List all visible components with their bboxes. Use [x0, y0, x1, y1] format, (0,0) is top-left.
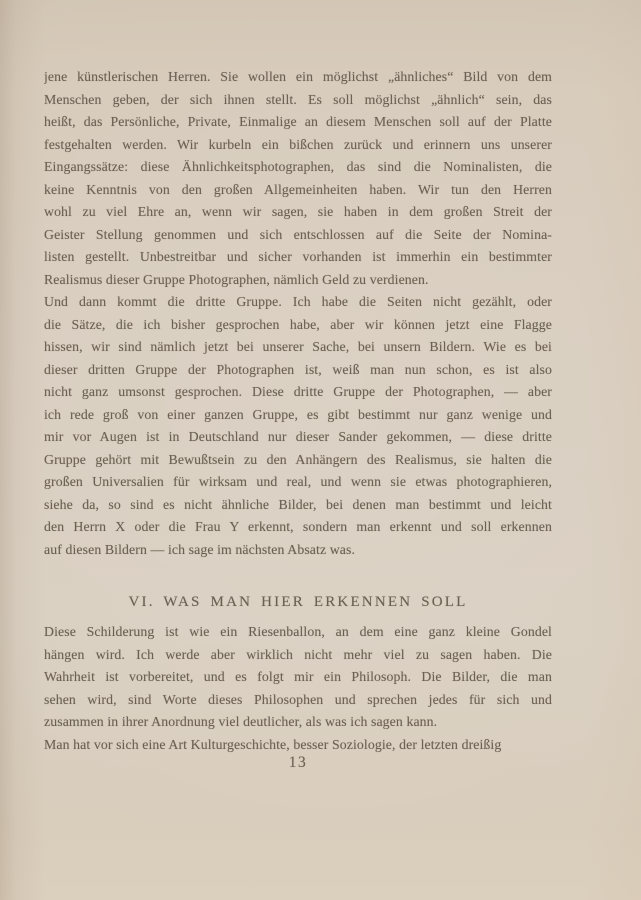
text-line: mir vor Augen ist in Deutschland nur dieser Sander gekommen, — diese dritte — [44, 429, 552, 444]
paragraph — [44, 291, 552, 561]
text-content — [44, 66, 552, 756]
text-line: siehe da, so sind es nicht ähnliche Bilder, bei denen man bestimmt und leicht — [44, 496, 552, 512]
page-number: 13 — [288, 754, 308, 771]
text-line: auf diesen Bildern — ich sage im nächsten Absatz was. — [44, 541, 356, 557]
text-line: dieser dritten Gruppe der Photographen ist, weiß man nun schon, es ist also — [44, 361, 552, 377]
section-heading: VI. WAS MAN HIER ERKENNEN SOLL — [128, 594, 468, 610]
text-line: ich rede groß von einer ganzen Gruppe, es gibt bestimmt nur ganz wenige und — [44, 406, 552, 422]
text-line: Gruppe gehört mit Bewußtsein zu den Anhängern des Realismus, sie halten die — [44, 451, 552, 467]
text-line: hissen, wir sind nämlich jetzt bei unserer Sache, bei unsern Bildern. Wie es bei — [44, 339, 552, 354]
text-line: Und dann kommt die dritte Gruppe. Ich habe die Seiten nicht gezählt, oder — [44, 294, 552, 309]
text-line: Eingangssätze: diese Ähnlichkeitsphotographen, das sind die Nominalisten, die — [44, 159, 552, 174]
text-line: die Sätze, die ich bisher gesprochen habe, aber wir können jetzt eine Flagge — [44, 316, 552, 332]
text-line: wohl zu viel Ehre an, wenn wir sagen, sie haben in dem großen Streit der — [44, 204, 552, 219]
text-line: jene künstlerischen Herren. Sie wollen ein möglichst „ähnliches“ Bild von dem — [44, 69, 552, 84]
text-line: den Herrn X oder die Frau Y erkennt, sondern man erkennt und soll erkennen — [44, 519, 552, 534]
text-line: großen Universalien für wirksam und real, und wenn sie etwas photographieren, — [44, 474, 552, 489]
paragraph — [44, 66, 552, 291]
text-line: hängen wird. Ich werde aber wirklich nicht mehr viel zu sagen haben. Die — [44, 646, 552, 662]
text-line: Wahrheit ist vorbereitet, und es folgt mir ein Philosoph. Die Bilder, die man — [44, 669, 552, 684]
text-line: Menschen geben, der sich ihnen stellt. Es soll möglichst „ähnlich“ sein, das — [44, 91, 552, 107]
text-line: festgehalten werden. Wir kurbeln ein bißchen zurück und erinnern uns unserer — [44, 136, 552, 152]
text-line: sehen wird, sind Worte dieses Philosophen und sprechen jedes für sich und — [44, 691, 552, 707]
text-line: Geister Stellung genommen und sich entschlossen auf die Seite der Nomina- — [44, 226, 552, 242]
text-line: heißt, das Persönliche, Private, Einmalige an diesem Menschen soll auf der Platte — [44, 114, 552, 129]
text-line: nicht ganz umsonst gesprochen. Diese dritte Gruppe der Photographen, — aber — [44, 384, 552, 399]
text-line: Realismus dieser Gruppe Photographen, nämlich Geld zu verdienen. — [44, 271, 429, 287]
paragraph — [44, 621, 552, 734]
text-line: Diese Schilderung ist wie ein Riesenballon, an dem eine ganz kleine Gondel — [44, 624, 552, 639]
text-line: zusammen in ihrer Anordnung viel deutlicher, als was ich sagen kann. — [44, 714, 438, 729]
text-line: Man hat vor sich eine Art Kulturgeschichte, besser Soziologie, der letzten dreißig — [44, 736, 502, 752]
text-line: keine Kenntnis von den großen Allgemeinheiten haben. Wir tun den Herren — [44, 181, 552, 197]
text-line: listen gestellt. Unbestreitbar und sicher vorhanden ist immerhin ein bestimmter — [44, 249, 552, 264]
